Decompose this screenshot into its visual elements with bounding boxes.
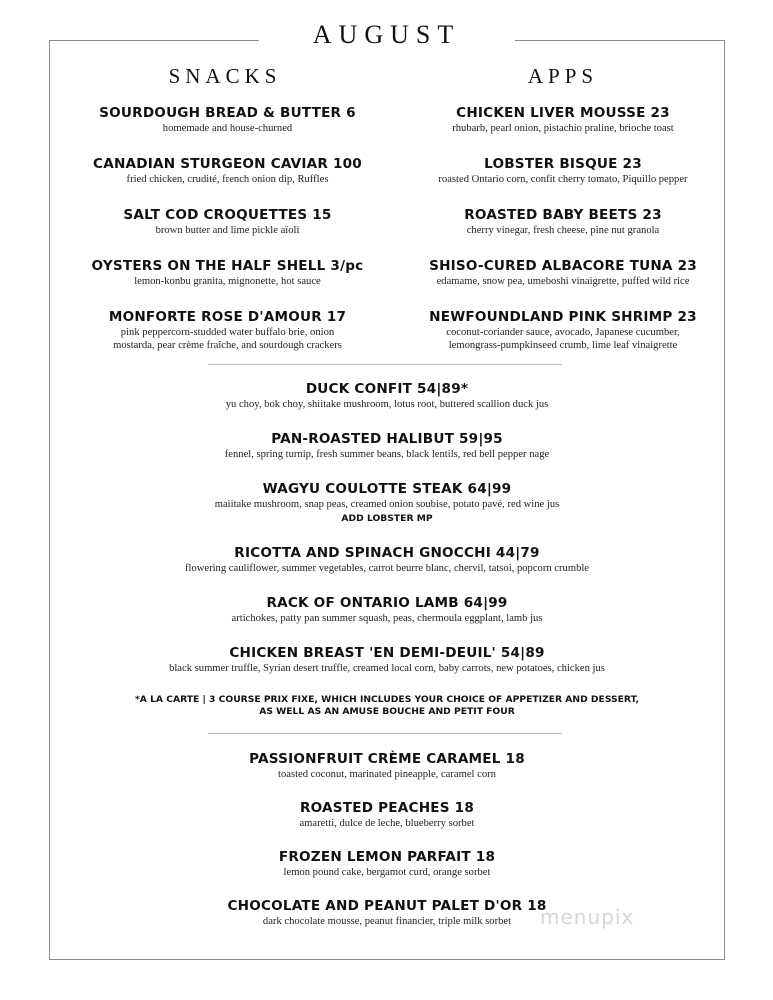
menu-item (49, 644, 725, 675)
item-name: RICOTTA AND SPINACH GNOCCHI 44|79 (234, 545, 540, 561)
menu-item (398, 155, 728, 186)
menu-item (55, 155, 400, 186)
item-description: black summer truffle, Syrian desert truffle, creamed local corn, baby carrots, new potatoes, chicken jus (169, 663, 605, 674)
item-description: lemon-konbu granita, mignonette, hot sauce (134, 276, 321, 287)
menu-item (398, 104, 728, 135)
mains-section (49, 380, 725, 718)
menu-item (49, 380, 725, 411)
item-description: fried chicken, crudité, french onion dip, Ruffles (126, 174, 329, 185)
item-name: MONFORTE ROSE D'AMOUR 17 (108, 309, 347, 325)
item-name: CHICKEN LIVER MOUSSE 23 (456, 105, 670, 121)
menu-item (49, 848, 725, 879)
menu-item (49, 430, 725, 461)
watermark-logo: menupix (540, 905, 635, 929)
item-description: cherry vinegar, fresh cheese, pine nut granola (466, 225, 660, 236)
item-name: PAN-ROASTED HALIBUT 59|95 (271, 431, 503, 447)
item-description: yu choy, bok choy, shiitake mushroom, lotus root, buttered scallion duck jus (225, 399, 549, 410)
menu-item (398, 308, 728, 352)
item-description: lemongrass-pumpkinseed crumb, lime leaf vinaigrette (448, 340, 678, 351)
item-description: toasted coconut, marinated pineapple, caramel corn (278, 769, 496, 780)
item-description: mostarda, pear crème fraîche, and sourdough crackers (113, 340, 342, 351)
menu-item (398, 206, 728, 237)
item-description: flowering cauliflower, summer vegetables, carrot beurre blanc, chervil, tatsoi, popcorn crumble (184, 563, 590, 574)
item-name: CANADIAN STURGEON CAVIAR 100 (93, 156, 362, 172)
item-name: SALT COD CROQUETTES 15 (123, 207, 332, 223)
item-description: dark chocolate mousse, peanut financier, triple milk sorbet (262, 916, 512, 927)
item-name: LOBSTER BISQUE 23 (484, 156, 642, 172)
item-description: roasted Ontario corn, confit cherry tomato, Piquillo pepper (438, 174, 688, 185)
item-name: CHOCOLATE AND PEANUT PALET D'OR 18 (227, 898, 547, 914)
menu-item (49, 594, 725, 625)
item-description: edamame, snow pea, umeboshi vinaigrette, puffed wild rice (436, 276, 690, 287)
item-name: NEWFOUNDLAND PINK SHRIMP 23 (429, 309, 697, 325)
item-description: artichokes, patty pan summer squash, peas, chermoula eggplant, lamb jus (231, 613, 543, 624)
item-name: OYSTERS ON THE HALF SHELL 3/pc (91, 258, 364, 274)
menu-item (49, 799, 725, 830)
item-name: ROASTED BABY BEETS 23 (464, 207, 662, 223)
item-description: maiitake mushroom, snap peas, creamed onion soubise, potato pavé, red wine jus (214, 499, 560, 510)
item-name: SHISO-CURED ALBACORE TUNA 23 (429, 258, 697, 274)
item-name: RACK OF ONTARIO LAMB 64|99 (266, 595, 508, 611)
prix-fixe-footnote (49, 694, 725, 718)
apps-section (398, 104, 728, 372)
menu-title: AUGUST (312, 20, 461, 49)
item-description: lemon pound cake, bergamot curd, orange sorbet (283, 867, 491, 878)
menu-item (55, 257, 400, 288)
item-name: SOURDOUGH BREAD & BUTTER 6 (99, 105, 356, 121)
item-note: ADD LOBSTER MP (341, 513, 433, 524)
item-name: PASSIONFRUIT CRÈME CARAMEL 18 (249, 751, 525, 767)
item-description: brown butter and lime pickle aïoli (155, 225, 300, 236)
menu-item (49, 544, 725, 575)
section-divider (208, 733, 562, 734)
item-description: fennel, spring turnip, fresh summer beans, black lentils, red bell pepper nage (224, 449, 550, 460)
footnote-line: AS WELL AS AN AMUSE BOUCHE AND PETIT FOUR (259, 706, 515, 717)
menu-item (55, 206, 400, 237)
menu-item (55, 104, 400, 135)
item-description: homemade and house-churned (162, 123, 293, 134)
item-description: pink peppercorn-studded water buffalo brie, onion (120, 327, 335, 338)
menu-item (49, 480, 725, 525)
item-name: FROZEN LEMON PARFAIT 18 (278, 849, 496, 865)
item-description: rhubarb, pearl onion, pistachio praline, brioche toast (452, 123, 674, 134)
apps-heading: APPS (527, 64, 599, 88)
item-description: coconut-coriander sauce, avocado, Japanese cucumber, (446, 327, 680, 338)
item-name: DUCK CONFIT 54|89* (305, 381, 469, 397)
item-description: amaretti, dulce de leche, blueberry sorbet (299, 818, 475, 829)
menu-item (398, 257, 728, 288)
item-name: CHICKEN BREAST 'EN DEMI-DEUIL' 54|89 (229, 645, 545, 661)
menu-item (49, 750, 725, 781)
footnote-line: *A LA CARTE | 3 COURSE PRIX FIXE, WHICH INCLUDES YOUR CHOICE OF APPETIZER AND DESSERT, (134, 694, 640, 705)
snacks-heading: SNACKS (168, 64, 282, 88)
section-divider (208, 364, 562, 365)
item-name: WAGYU COULOTTE STEAK 64|99 (262, 481, 512, 497)
menu-item (55, 308, 400, 352)
item-name: ROASTED PEACHES 18 (300, 800, 474, 816)
snacks-section (55, 104, 400, 372)
